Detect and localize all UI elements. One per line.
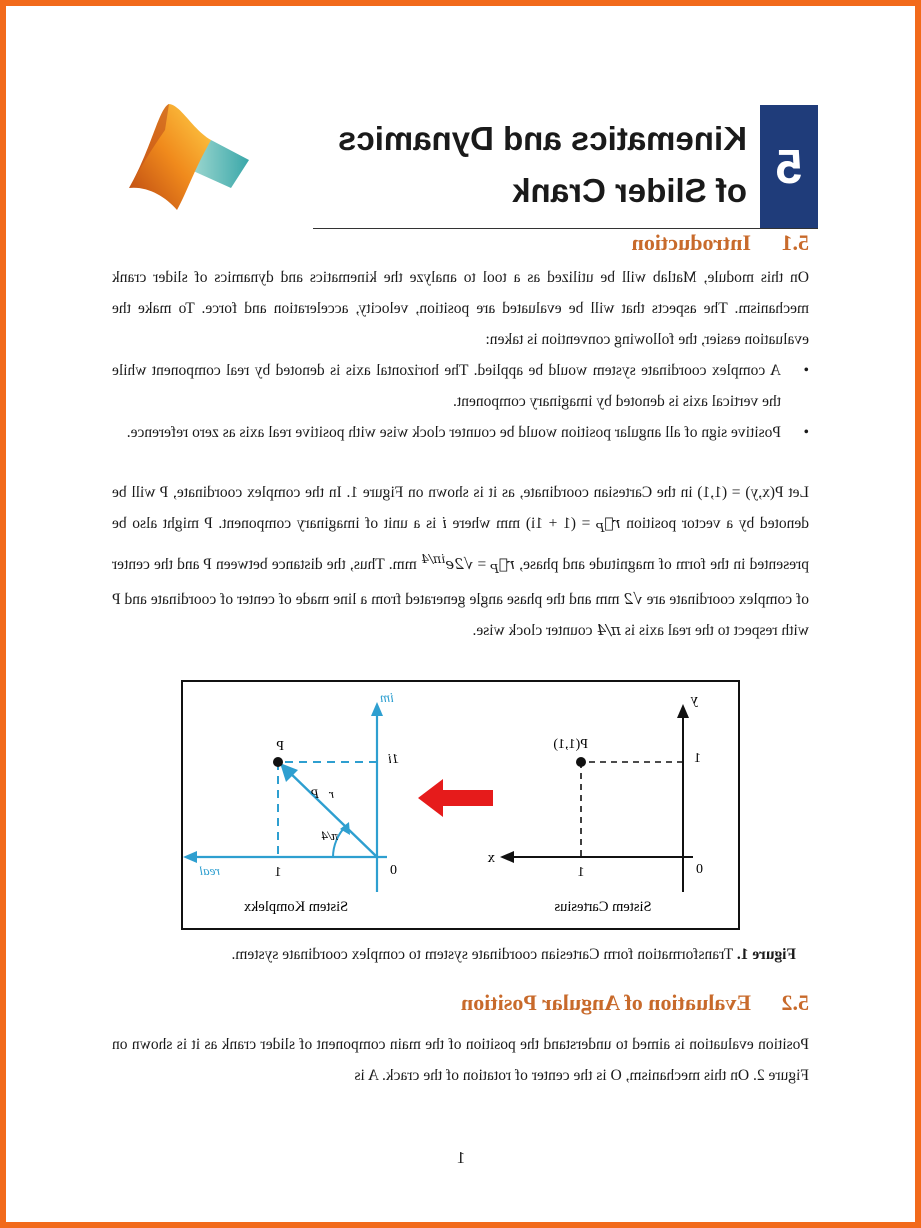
chapter-number-box — [760, 105, 818, 229]
vector-subscript: P — [490, 561, 499, 576]
cartesian-point-label: P(1,1) — [553, 737, 588, 752]
matlab-logo — [127, 100, 251, 218]
cartesian-point — [576, 757, 586, 767]
complex-origin: 0 — [390, 863, 397, 878]
figure-caption-text: Transformation form Cartesian coordinate system to complex coordinate system. — [231, 945, 734, 963]
complex-point-label: P — [276, 739, 284, 754]
imaginary-unit: i — [442, 514, 447, 532]
section-heading-introduction — [632, 230, 809, 256]
complex-re-label: real — [199, 863, 220, 878]
root-term: √2e — [445, 555, 474, 573]
complex-re-tick: 1 — [274, 865, 282, 880]
complex-caption: Sistem Komplekx — [243, 899, 349, 915]
text-run: Let P(x,y) = (1,1) in the Cartesian coordinate, as it is shown on Figure 1. In the complex coordinate, P will be denoted by a vector position — [112, 484, 809, 532]
vector-r: r⃗ — [604, 514, 621, 532]
complex-point — [273, 757, 283, 767]
cartesian-x-arrow-icon — [500, 851, 514, 863]
section-title: Evaluation of Angular Position — [461, 990, 751, 1015]
list-item-text: Positive sign of all angular position would be counter clock wise with positive real axis as zero reference. — [126, 424, 781, 441]
complex-re-arrow-icon — [183, 851, 197, 863]
complex-im-label: im — [380, 691, 394, 706]
chapter-number: 5 — [775, 140, 803, 194]
chapter-title — [327, 113, 747, 217]
complex-panel — [183, 691, 399, 915]
vector-symbol — [596, 514, 621, 535]
cartesian-x-label: x — [487, 850, 495, 866]
figure-1-diagram — [183, 682, 738, 928]
figure-1 — [181, 680, 740, 930]
cartesian-panel — [487, 692, 703, 915]
complex-vector-line — [286, 769, 377, 857]
complex-angle-label: π/4 — [321, 828, 338, 843]
exponent: iπ/4 — [420, 551, 446, 566]
bullet-icon: • — [803, 362, 809, 379]
figure-1-caption — [131, 946, 796, 964]
list-item — [112, 355, 809, 417]
bullet-icon: • — [803, 424, 809, 441]
cartesian-caption: Sistem Cartesius — [554, 899, 652, 915]
intro-paragraph: On this module, Matlab will be utilized as a tool to analyze the kinematics and dynamics of slider crank mechanism. The aspects that will be evaluated are position, velocity, acceleration and force. To make the evaluation easier, the following convention is taken: — [112, 269, 809, 348]
section-heading-angular-position — [461, 990, 809, 1016]
list-item-text: A complex coordinate system would be applied. The horizontal axis is denoted by real component while the vertical axis is denoted by imaginary component. — [112, 362, 781, 410]
complex-im-tick: 1i — [388, 752, 399, 767]
text-run: counter clock wise. — [472, 622, 593, 639]
text-run: mm and the phase angle generated from a line made of center of coordinate and P with respect to the real axis is — [111, 591, 809, 639]
root-two: √2 — [623, 590, 643, 608]
title-divider — [313, 228, 818, 229]
polar-form — [420, 551, 474, 573]
cartesian-y-tick: 1 — [694, 751, 701, 766]
cartesian-y-label: y — [690, 692, 698, 708]
section-number: 5.2 — [781, 990, 809, 1015]
vector-symbol — [490, 555, 516, 576]
text-run: = — [477, 556, 487, 573]
page-number: 1 — [456, 1148, 466, 1167]
position-paragraph — [112, 477, 809, 646]
text-run: = (1 + 1i) mm where — [452, 515, 591, 532]
section-number: 5.1 — [781, 230, 809, 255]
text-run: mm. Thus, the distance between P and the center of complex coordinate are — [111, 556, 809, 608]
figure-caption-label: Figure 1. — [736, 945, 796, 963]
section-title: Introduction — [631, 230, 751, 255]
list-item — [112, 417, 809, 448]
convention-list — [112, 355, 809, 448]
cartesian-x-tick: 1 — [577, 865, 585, 880]
transformation-arrow-icon — [418, 779, 493, 817]
text-run: is a unit of imaginary component. P might also be presented in the form of magnitude and phase, — [111, 515, 809, 573]
angular-position-paragraph: Position evaluation is aimed to understand the position of the main component of slider crank as it is shown on Figure 2. On this mechanism, O is the center of rotation of the crack. A is — [112, 1036, 809, 1084]
chapter-title-line-1: Kinematics and Dynamics — [338, 120, 747, 157]
chapter-title-line-2: of Slider Crank — [512, 172, 747, 209]
cartesian-origin: 0 — [696, 862, 703, 877]
complex-vector-label: r⃗P — [310, 786, 334, 801]
vector-subscript: P — [596, 520, 605, 535]
cartesian-y-arrow-icon — [677, 704, 689, 718]
angle-fraction: π/4 — [596, 621, 621, 639]
vector-r: r⃗ — [498, 555, 516, 573]
